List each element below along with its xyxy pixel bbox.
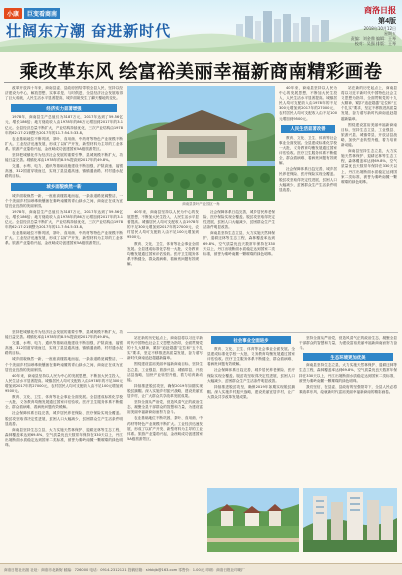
- series-kicker: [4, 8, 60, 19]
- paragraph: 社会保障体系日趋完善，城乡居民养老保险、医疗保险实现全覆盖。脱贫攻坚取得决定性进展，贫困人口大幅减少，贫困群众生产生活条件明显改善。: [279, 167, 337, 192]
- paragraph: 1978年，商南县生产总值仅为3187万元，2017年达到了59.56亿元，增长186倍；地方财政收入由1978年的86万元增加到2017年的3.1亿元。全县经济总量不断扩大，产业结构持续优化，三次产业结构由1978年的62:17:21调整为2017年的11.7:54.5:33.8。: [5, 115, 123, 135]
- subhead-ecology: 生态环境更加优美: [303, 353, 393, 361]
- article-column-mid-1: [127, 210, 199, 330]
- town-photo: [207, 488, 299, 552]
- article-column-lower-mid-1: [127, 336, 203, 558]
- paragraph: 坚持把城镇化作为经济社会发展的重要引擎，县城规模不断扩大，功能日益完善。城镇化率由1978年的8.5%提高到2017年的49.8%。: [5, 153, 123, 163]
- paragraph: 商南县坚持生态立县，大力实施天然林保护、退耕还林等生态工程，森林覆盖率达到69.8%，空气质量优良天数常年保持在330天以上，丹江出境断面水质稳定达到国家二类标准，被誉为秦岭南麓一颗璀璨的绿色明珠。: [299, 363, 397, 383]
- paragraph: 教育、文化、卫生、体育等社会事业全面发展。全县建成标准化学校一大批，义务教育均衡发展通过国家评估验收。医疗卫生服务体系不断健全，群众看病难、看病贵问题有效缓解。: [279, 135, 337, 166]
- page-banner: [0, 0, 402, 52]
- page-footer: 商洛日报社出版 社址：商洛市北新街 邮编：726000 电话：0914-2312121 投稿信箱：slrbbjb@163.com 零售价：1.00元 印刷：商洛日报社印刷厂: [0, 563, 402, 575]
- paragraph: 教育、文化、卫生、体育等社会事业全面发展。全县建成标准化学校一大批，义务教育均衡发展通过国家评估验收。医疗卫生服务体系不断健全，群众看病难、看病贵问题有效缓解。: [5, 395, 123, 410]
- paragraph: 教育、文化、卫生、体育等社会事业全面发展。全县建成标准化学校一大批，义务教育均衡发展通过国家评估验收。医疗卫生服务体系不断健全，群众看病难、看病贵问题有效缓解。: [127, 241, 199, 266]
- series-tag: 小康: [4, 8, 22, 19]
- paragraph: 社会保障体系日趋完善，城乡居民养老保险、医疗保险实现全覆盖。脱贫攻坚取得决定性进展，贫困人口大幅减少，贫困群众生产生活条件明显改善。: [203, 210, 275, 230]
- article-column-lower-right: [299, 336, 397, 486]
- issue-editors: 责编：刘金鼎 编辑：王琴: [350, 36, 396, 41]
- issue-date: 2018年10月12日: [363, 26, 396, 31]
- highrise-photo: [303, 488, 397, 552]
- county-town-photo: [303, 488, 397, 552]
- page-number: 第4版: [378, 18, 396, 25]
- paragraph: 坚持把城镇化作为经济社会发展的重要引擎，县城规模不断扩大，功能日益完善。城镇化率由1978年的8.5%提高到2017年的49.8%。: [5, 330, 123, 340]
- paragraph: 我们坚信，在县委、县政府的坚强领导下，全县人民必将乘改革东风，绘就新时代富裕美丽幸福新商南的精彩画卷。: [299, 384, 397, 394]
- paragraph: 40年来，商南县坚持以人民为中心的发展思想，不断加大民生投入，人民生活水平显著提高。城镇居民人均可支配收入由1978年的不足300元增加到2017年的27000元，农村居民人均可支配收入由不足100元增加到9500元。: [127, 210, 199, 240]
- paper-name: 商洛日报: [364, 6, 396, 15]
- paragraph: 持续推进脱贫攻坚，确保2019年如期实现脱贫摘帽。深入实施乡村振兴战略，建设美丽宜居乡村，让广大群众共享改革发展成果。: [127, 383, 203, 399]
- village-landscape-photo: [207, 488, 299, 552]
- article-column-right-1: [279, 86, 337, 286]
- subhead-livelihood: 人民生活显著改善: [281, 125, 335, 133]
- article-column-left-2: [5, 330, 123, 558]
- article-column-right-2: [341, 86, 397, 286]
- paragraph: 农业基础地位不断巩固，茶叶、食用菌、中药材等特色产业规模不断扩大。工业经济迅速发展，形成了以矿产开发、新型材料为主导的工业体系。旅游产业蓬勃兴起，金丝峡成功创建国家5A级旅游景区。: [127, 416, 203, 441]
- issue-proof: 校对：吴强 排版：王琴: [354, 41, 396, 46]
- paragraph: 城乡面貌焕然一新，一座座高楼拔地而起，一条条道路宽阔整洁，一个个美丽乡村如珍珠般镶嵌在秦岭南麓的青山绿水之间，商南正在成为宜居宜业宜游的美丽家园。: [5, 357, 123, 372]
- subhead-economy: 经济实力显著增强: [11, 104, 117, 112]
- masthead: [351, 5, 396, 46]
- paragraph: 商南县坚持生态立县，大力实施天然林保护、退耕还林等生态工程，森林覆盖率达到69.8%，空气质量优良天数常年保持在330天以上，丹江出境断面水质稳定达到国家二类标准，被誉为秦岭南麓一颗璀璨的绿色明珠。: [341, 149, 397, 184]
- paragraph: 坚持全面从严治党，营造风清气正的政治生态，凝聚全县干部群众的智慧和力量，为建设富裕美丽幸福新商南而努力奋斗。: [127, 400, 203, 415]
- paragraph: 围绕建设富裕美丽幸福新商南目标，坚持生态立县、工业强县、旅游兴县、城镇带县、开放活县战略，加快产业转型升级，着力培育新动能。: [341, 122, 397, 148]
- subhead-social: 社会事业全面进步: [211, 336, 291, 344]
- paragraph: 1978年，商南县生产总值仅为3187万元，2017年达到了59.56亿元，增长186倍；地方财政收入由1978年的86万元增加到2017年的3.1亿元。全县经济总量不断扩大，产业结构持续优化，三次产业结构由1978年的62:17:21调整为2017年的11.7:54.5:33.8。: [5, 209, 123, 230]
- article-column-mid-2: [203, 210, 275, 330]
- paragraph: 站在新的历史起点上，商南县将以习近平新时代中国特色社会主义思想为指导，全面贯彻党的十九大精神，紧扣“追赶超越”定位和“五个扎实”要求，坚定不移推进高质量发展，奋力谱写新时代商南追赶超越新篇章。: [341, 86, 397, 121]
- article-column-left-1: [5, 86, 123, 326]
- main-photo: [127, 86, 275, 201]
- paragraph: 社会保障体系日趋完善，城乡居民养老保险、医疗保险实现全覆盖。脱贫攻坚取得决定性进展，贫困人口大幅减少，贫困群众生产生活条件明显改善。: [5, 411, 123, 426]
- headline-divider: [4, 82, 398, 83]
- paragraph: 坚持全面从严治党，营造风清气正的政治生态，凝聚全县干部群众的智慧和力量，为建设富裕美丽幸福新商南而努力奋斗。: [299, 336, 397, 351]
- paragraph: 40年来，商南县坚持以人民为中心的发展思想，不断加大民生投入，人民生活水平显著提高。城镇居民人均可支配收入由1978年的不足300元增加到2017年的27000元，农村居民人均可支配收入由不足100元增加到9500元。: [5, 373, 123, 394]
- paragraph: 城乡面貌焕然一新，一座座高楼拔地而起，一条条道路宽阔整洁，一个个美丽乡村如珍珠般镶嵌在秦岭南麓的青山绿水之间，商南正在成为宜居宜业宜游的美丽家园。: [5, 193, 123, 208]
- slogan: 壮阔东方潮 奋进新时代: [6, 23, 172, 40]
- paragraph: 教育、文化、卫生、体育等社会事业全面发展。全县建成标准化学校一大批，义务教育均衡发展通过国家评估验收。医疗卫生服务体系不断健全，群众看病难、看病贵问题有效缓解。: [207, 347, 295, 367]
- paragraph: 交通、水利、电力、通讯等基础设施建设不断加强，沪陕高速、福银高速、312国道穿境而过，实现了县县通高速、镇镇通油路、村村通水泥路的目标。: [5, 341, 123, 356]
- main-headline: 乘改革东风 绘富裕美丽幸福新商南精彩画卷: [19, 61, 383, 82]
- paragraph: 持续推进脱贫攻坚，确保2019年如期实现脱贫摘帽。深入实施乡村振兴战略，建设美丽宜居乡村，让广大群众共享改革发展成果。: [207, 384, 295, 399]
- paragraph: 商南县坚持生态立县，大力实施天然林保护、退耕还林等生态工程，森林覆盖率达到69.8%，空气质量优良天数常年保持在330天以上，丹江出境断面水质稳定达到国家二类标准，被誉为秦岭南麓一颗璀璨的绿色明珠。: [203, 231, 275, 256]
- article-column-lower-mid-2: [207, 336, 295, 486]
- paragraph: 交通、水利、电力、通讯等基础设施建设不断加强，沪陕高速、福银高速、312国道穿境而过，实现了县县通高速、镇镇通油路、村村通水泥路的目标。: [5, 164, 123, 179]
- issue-weekday: 星期五: [384, 31, 396, 36]
- paragraph: 农业基础地位不断巩固，茶叶、食用菌、中药材等特色产业规模不断扩大。工业经济迅速发展，形成了以矿产开发、新型材料为主导的工业体系。旅游产业蓬勃兴起，金丝峡成功创建国家5A级旅游景区。: [5, 136, 123, 151]
- paragraph: 商南县坚持生态立县，大力实施天然林保护、退耕还林等生态工程，森林覆盖率达到69.8%，空气质量优良天数常年保持在330天以上，丹江出境断面水质稳定达到国家二类标准，被誉为秦岭南麓一颗璀璨的绿色明珠。: [5, 427, 123, 447]
- subhead-urban-rural: 城乡面貌焕然一新: [11, 183, 117, 191]
- section-divider: [127, 332, 398, 333]
- industrial-park-photo: [127, 86, 275, 201]
- paragraph: 农业基础地位不断巩固，茶叶、食用菌、中药材等特色产业规模不断扩大。工业经济迅速发展，形成了以矿产开发、新型材料为主导的工业体系。旅游产业蓬勃兴起，金丝峡成功创建国家5A级旅游景区。: [5, 231, 123, 246]
- paragraph: 社会保障体系日趋完善，城乡居民养老保险、医疗保险实现全覆盖。脱贫攻坚取得决定性进展，贫困人口大幅减少，贫困群众生产生活条件明显改善。: [207, 368, 295, 383]
- main-photo-caption: 商南县茶叶产业园区一角: [182, 202, 220, 206]
- paragraph: 围绕建设富裕美丽幸福新商南目标，坚持生态立县、工业强县、旅游兴县、城镇带县、开放活县战略，加快产业转型升级，着力培育新动能。: [127, 362, 203, 382]
- paragraph: 40年来，商南县坚持以人民为中心的发展思想，不断加大民生投入，人民生活水平显著提高。城镇居民人均可支配收入由1978年的不足300元增加到2017年的27000元，农村居民人均可支配收入由不足100元增加到9500元。: [279, 86, 337, 121]
- paragraph: 站在新的历史起点上，商南县将以习近平新时代中国特色社会主义思想为指导，全面贯彻党的十九大精神，紧扣“追赶超越”定位和“五个扎实”要求，坚定不移推进高质量发展，奋力谱写新时代商南追赶超越新篇章。: [127, 336, 203, 361]
- intro-paragraph: 改革开放四十年来，商南县委、县政府团结带领全县人民，坚持以经济建设为中心，解放思想、实事求是、与时俱进，全县经济社会发展取得了巨大成就，人民生活水平显著提高，城乡面貌发生了翻天覆地的变化。: [5, 86, 123, 101]
- series-title: 巨变看商南: [24, 8, 60, 19]
